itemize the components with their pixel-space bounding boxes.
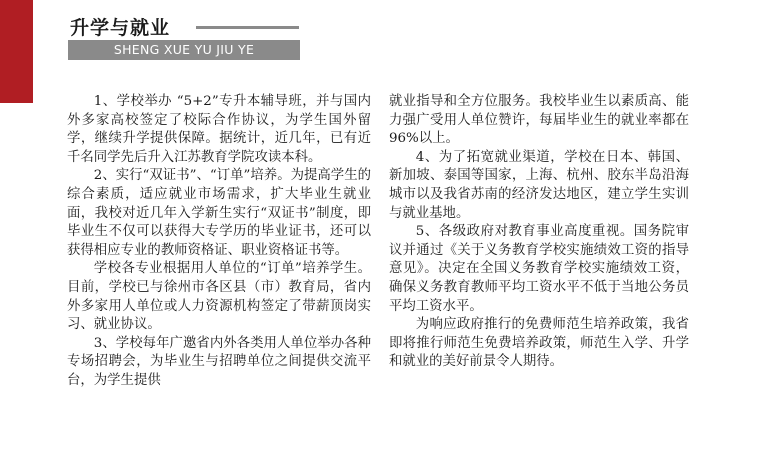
page-subtitle: SHENG XUE YU JIU YE [68,40,300,60]
paragraph-3: 学校各专业根据用人单位的“订单”培养学生。目前，学校已与徐州市各区县（市）教育局，省内外多家用人单位或人力资源机构签定了带薪顶岗实习、就业协议。 [67,261,371,333]
paragraph-6: 5、各级政府对教育事业高度重视。国务院审议并通过《关于义务教育学校实施绩效工资的指导意见》。决定在全国义务教育学校实施绩效工资，确保义务教育教师平均工资水平不低于当地公务员平均工资水平。 [389,224,689,314]
title-divider [196,26,299,29]
paragraph-1: 1、学校举办 “5+2”专升本辅导班，并与国内外多家高校签定了校际合作协议，为学生国外留学，继续升学提供保障。据统计，近几年，已有近千名同学先后升入江苏教育学院攻读本科。 [67,94,371,165]
paragraph-4: 3、学校每年广邀省内外各类用人单位举办各种专场招聘会，为毕业生与招聘单位之间提供交流平台，为学生提供 [67,335,371,388]
left-column [67,93,371,391]
red-accent-bar [0,0,33,103]
paragraph-5: 4、为了拓宽就业渠道，学校在日本、韩国、新加坡、泰国等国家，上海、杭州、胶东半岛沿海城市以及我省苏南的经济发达地区，建立学生实训与就业基地。 [389,149,689,221]
paragraph-7: 为响应政府推行的免费师范生培养政策，我省即将推行师范生免费培养政策，师范生入学、升学和就业的美好前景令人期待。 [389,317,689,370]
right-column [389,93,689,372]
paragraph-continuation: 就业指导和全方位服务。我校毕业生以素质高、能力强广受用人单位赞许，每届毕业生的就业率都在96%以上。 [389,94,689,147]
paragraph-2: 2、实行“双证书”、“订单”培养。为提高学生的综合素质，适应就业市场需求，扩大毕业生就业面，我校对近几年入学新生实行“双证书”制度，即毕业生不仅可以获得大专学历的毕业证书，还可以获得相应专业的教师资格证、职业资格证书等。 [67,168,371,258]
page-title: 升学与就业 [70,17,171,39]
